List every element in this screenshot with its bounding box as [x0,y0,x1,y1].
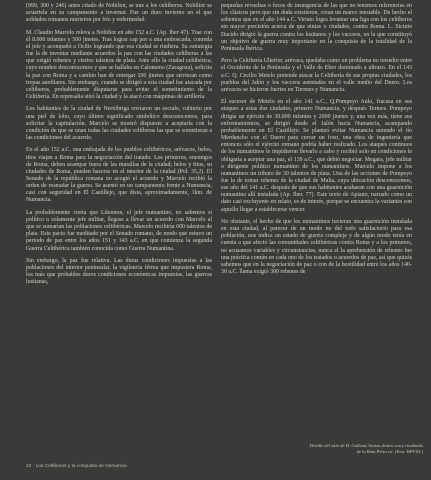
paragraph: pequeñas revueltas o focos de insurgencia de las que no tenemos referencias en los clásicos pero que sin duda existieron, crean un marco inestable. De hecho el sabemos que en el año 144 a.C. Viriato logra levantar una liga con los celtíberos sin mayor precisión acerca de que etnias o ciudades, contra Roma. L. Sicinio Dacido dirigió la guerra contra los lusitanos y los vacceos, en la que constituyó un objetivo de guerra muy importante en la conquista de la totalidad de la Península Ibérica. [221,3,412,52]
left-text-column [26,3,212,292]
page-footer: 10 · Los Celtíberos y la conquista de Numancia [26,464,127,469]
paragraph: El sucesor de Metelo en el año 141 a.C., Q.Pompeyo Aulo, fracasa en sus ataques a estas dos ciudades, primero Numancia, y después Termes. Pompeyo dirigía un ejército de 30.000 infantes y 2000 jinetes y, una vez más, tiene sus enfrentamientos, se dirigió desde el Jalón hacia Numancia, acampando probablemente en El Castillejo. Se planteó evitar Numancia uniendo el río Merdancho con el Duero para cercar un foso, una obra de ingeniería que entonces sólo el ejército romano podría haber realizado. Los ataques continuos de los numantinos le impidieron llevarlo a cabo y recibió solo en condiciones le obligaría a aceptar una paz, el 139 a.C., que debió negociar. Megara, jefe militar o dirigente político numantino de los numantinos. Marcelo impone a los numantinos un tributo de 30 talentos de plata. Una de las acciones de Pompeyo fue la de tomar rehenes de la ciudad de Malia, cuya ubicación desconocemos, ese año del 141 a.C. después de que sus habitantes acabaran con una guarnición numantina allí instalada (Ap. Iber. 77). Este texto de Apiano, narrado como un dato casi excluyente en relato, es de interés, porque se encuentra la variantes son aquello llegar a establecerse vencer. [221,99,412,213]
paragraph: En el año 152 a.C. una embajada de los pueblos celtibéricos, arévacos, belos, titos viajan a Roma para la negociación del tratado. Los primeros, enemigos de Roma, deben acampar fuera de las murallas de la ciudad; belos y titos, su ciudades de Roma, pueden hacerse en el interior de la ciudad (Pol. 35,2). El Senado de la república romana no acogió el acuerdo y Marcelo recibió la orden de reanudar la guerra. Se asentó en un campamento frente a Numancia, casi con seguridad en El Castillejo, que dista, aproximadamente, 1km. de Numancia. [26,147,212,204]
paragraph: No obstante, el hecho de que los numantinos tuvieran una guarnición instalada en esta ciudad, al parecer de un modo no del todo satisfactorio para esa población, nos indica un estado de guerra compleja y de algún modo tenía en cuenta a que afectó las comunidades celtibéricas contra Roma y a los primeros, no acusamos variables y circunstancias, nunca el la aprehensión de rehenes fue una práctica común en cada uno de los tratados o acuerdos de paz, así que quizás sabemos que en la negociación de paz o con de la hostilidad entre los años 140-30 a.C. llama exigió 300 rehenes de [221,218,412,276]
paragraph: Pero la Celtibería Ulterior, arévaca, quedaba como un problema no resuelto entre el Occidente de la Península y el Valle de Ebro dominado a ultrazo. En el 143 a.C. Q. Cecilio Metelo pretende atacar la Celtibería de sus propias ciudades, los pueblos del Jalón y los vacceos asentados en el valle medio del Duero. Los arévacos se hicieron fuertes en Tiermes y Numancia. [221,58,412,93]
paragraph: M. Claudio Marcelo releva a Nobilior en año 152 a.C. (Ap. Iber 47). Trae con él 8.000 infantes y 500 jinetes. Tras lograr cap por a una emboscada, conreda el jefe y acompañó a Ocilis logrando que esa ciudad se rindiera. Su estrategia fue la de inventar mediante acuerdos la paz con las ciudades celtíberas a las que exigió rehenes y ciertos talentos de plata. Ante ello la ciudad celtibérica, cuyo nombre desconocemos y que se hallaba en Calomeno (Zaragoza), solicita la paz con Roma y a cambio han de entregar 100 jinetes que sirvieran como tropas auxiliares. Sin embargo, cuando se dirigió a esta ciudad fue atacada por celtíberos, probablemente disputarse para evitar el sometimiento de la Celtibería. En represalia sitió la ciudad y la atacó con máquinas de artillería. [26,29,212,101]
right-text-column [221,3,412,281]
image-caption: Detalle del sitio de H. Galletas Araiza dentro con y rondando de la Ruta Pérez ca. (Tera. BPF.03.) [309,443,423,454]
paragraph: Sin embargo, la paz fue relativa. Las duras condiciones impuestas a las poblaciones del interior peninsular, la vigilancia férrea que impusiera Roma, los más que probables duros condiciones económicas impuestas, las guerras lusitanas, [26,257,212,286]
paragraph: Los habitantes de la ciudad de Nertóbriga enviaron un escudo, cubierto por una piel de lobo, cuyo último significado simbólico desconocemos, para solicitar la capitulación. Marcelo se mostró dispuesto a aceptarla con la condición de que se unan todas las ciudades celtíberas las que se sometieran a las condiciones del acuerdo. [26,106,212,142]
paragraph: La probablemente cierta que Lilennon, el jefe numantino, no sabemos si político o solamente jefe militar, llegase a llevar un acuerdo con Marcelo al que se sumarían las poblaciones celtibéricas. Marcelo recibiría 600 talentos de plata. Este pacto fue meditado por el Senado romano, de modo que estuvo un periodo de paz entre los años 151 y 143 a.C. en que comienza la segunda Guerra Celtibérica también conocida como Guerra Numantina. [26,209,212,252]
paragraph: (999, 300 y 246) antes citado de Nobilior, se une a los celtíberos. Nobilior se acuartela en su campamento a invernar. Fue un duro invierno en el que soldados romanos murieron por frío y enfermedad. [26,3,212,24]
